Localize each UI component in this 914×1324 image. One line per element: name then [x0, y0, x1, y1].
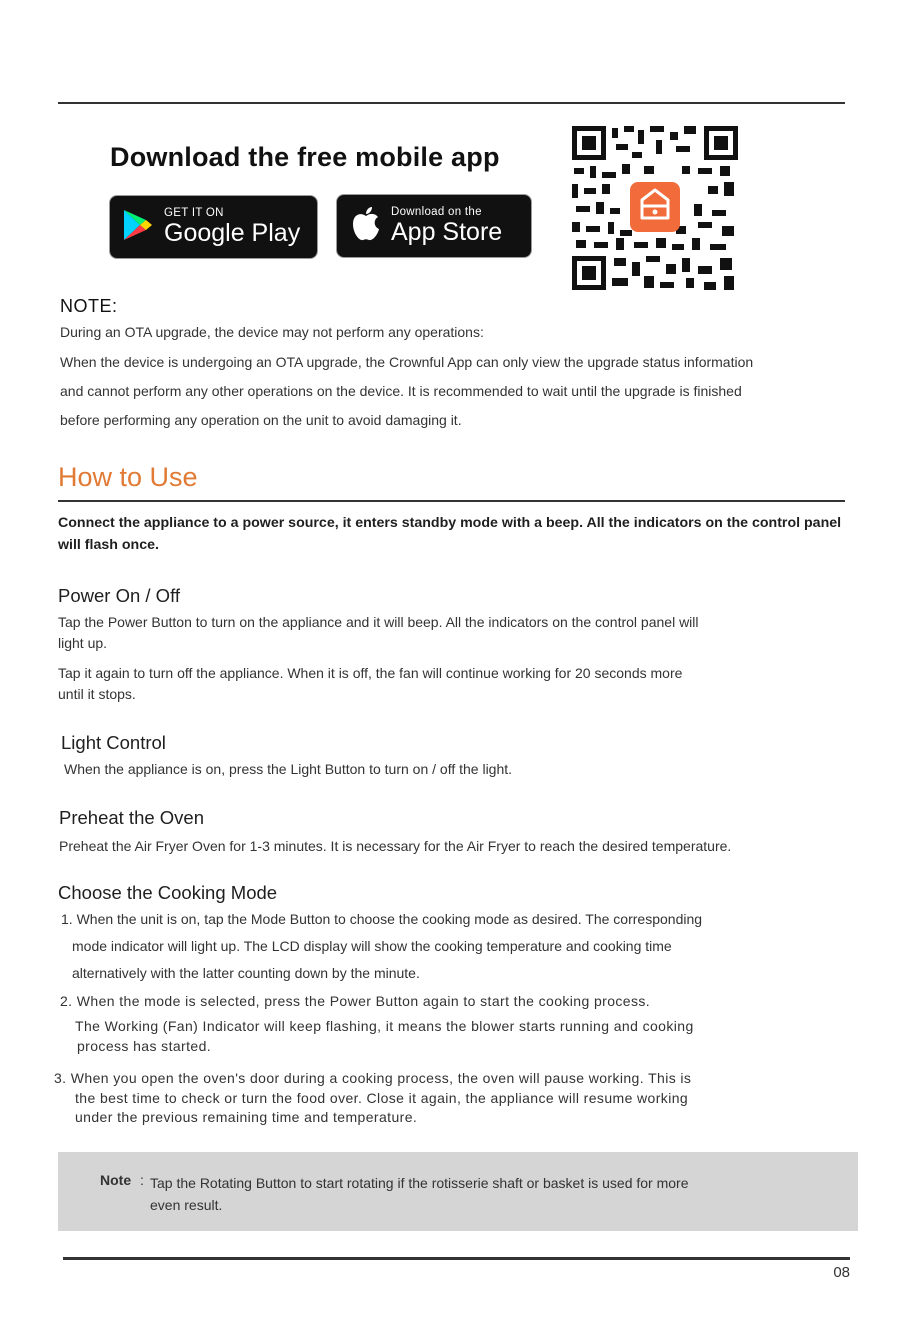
note-heading: NOTE:	[60, 296, 118, 316]
qr-code-icon	[572, 126, 738, 290]
mode-step-line: 1. When the unit is on, tap the Mode Button to choose the cooking mode as desired. The corresponding	[61, 911, 703, 927]
google-play-big-text: Google Play	[164, 218, 301, 247]
google-play-badge[interactable]	[109, 195, 318, 259]
note-line: During an OTA upgrade, the device may not perform any operations:	[60, 324, 484, 340]
heading-cooking-mode: Choose the Cooking Mode	[58, 882, 278, 903]
apple-icon	[351, 206, 381, 247]
note-box-text	[150, 1172, 689, 1216]
power-text-line: Tap the Power Button to turn on the appliance and it will beep. All the indicators on the control panel will	[58, 614, 699, 630]
mode-step-line: under the previous remaining time and temperature.	[75, 1109, 418, 1125]
mode-step-line: The Working (Fan) Indicator will keep flashing, it means the blower starts running and cooking	[75, 1018, 694, 1034]
preheat-text: Preheat the Air Fryer Oven for 1-3 minutes. It is necessary for the Air Fryer to reach the desired temperature.	[59, 838, 732, 854]
note-box-line: Tap the Rotating Button to start rotating if the rotisserie shaft or basket is used for more	[150, 1175, 689, 1191]
footer-divider	[63, 1257, 850, 1260]
note-box-line: even result.	[150, 1197, 223, 1213]
section-title-how-to-use: How to Use	[58, 462, 198, 492]
note-box-colon: :	[140, 1172, 144, 1188]
power-text-line: until it stops.	[58, 686, 136, 702]
mode-step-line: mode indicator will light up. The LCD display will show the cooking temperature and cooking time	[72, 938, 672, 954]
mode-step-line: alternatively with the latter counting down by the minute.	[72, 965, 420, 981]
mode-step-line: 2. When the mode is selected, press the Power Button again to start the cooking process.	[60, 993, 651, 1009]
note-box	[58, 1152, 858, 1231]
note-line: When the device is undergoing an OTA upgrade, the Crownful App can only view the upgrade status information	[60, 354, 754, 370]
page-number: 08	[833, 1264, 850, 1281]
heading-power: Power On / Off	[58, 585, 181, 606]
power-text-line: Tap it again to turn off the appliance. When it is off, the fan will continue working for 20 seconds more	[58, 665, 683, 681]
heading-light: Light Control	[61, 732, 166, 753]
app-download-title: Download the free mobile app	[110, 142, 500, 172]
light-text: When the appliance is on, press the Light Button to turn on / off the light.	[64, 761, 513, 777]
note-line: before performing any operation on the unit to avoid damaging it.	[60, 412, 462, 428]
mode-step-line: process has started.	[77, 1038, 212, 1054]
app-store-big-text: App Store	[391, 217, 503, 246]
mode-step-line: the best time to check or turn the food over. Close it again, the appliance will resume working	[75, 1090, 689, 1106]
google-play-icon	[122, 208, 152, 247]
app-logo-icon	[630, 182, 680, 232]
google-play-small-text: GET IT ON	[164, 207, 224, 220]
power-text-line: light up.	[58, 635, 108, 651]
section-divider	[58, 500, 845, 502]
mode-step-line: 3. When you open the oven's door during a cooking process, the oven will pause working. This is	[54, 1070, 692, 1086]
intro-text: Connect the appliance to a power source, it enters standby mode with a beep. All the indicators on the control panel will flash once.	[58, 515, 842, 553]
note-line: and cannot perform any other operations on the device. It is recommended to wait until the upgrade is finished	[60, 383, 742, 399]
note-box-label: Note	[100, 1172, 132, 1188]
app-store-badge[interactable]	[336, 194, 532, 258]
app-store-small-text: Download on the	[391, 206, 482, 219]
top-divider	[58, 102, 845, 104]
heading-preheat: Preheat the Oven	[59, 807, 205, 828]
